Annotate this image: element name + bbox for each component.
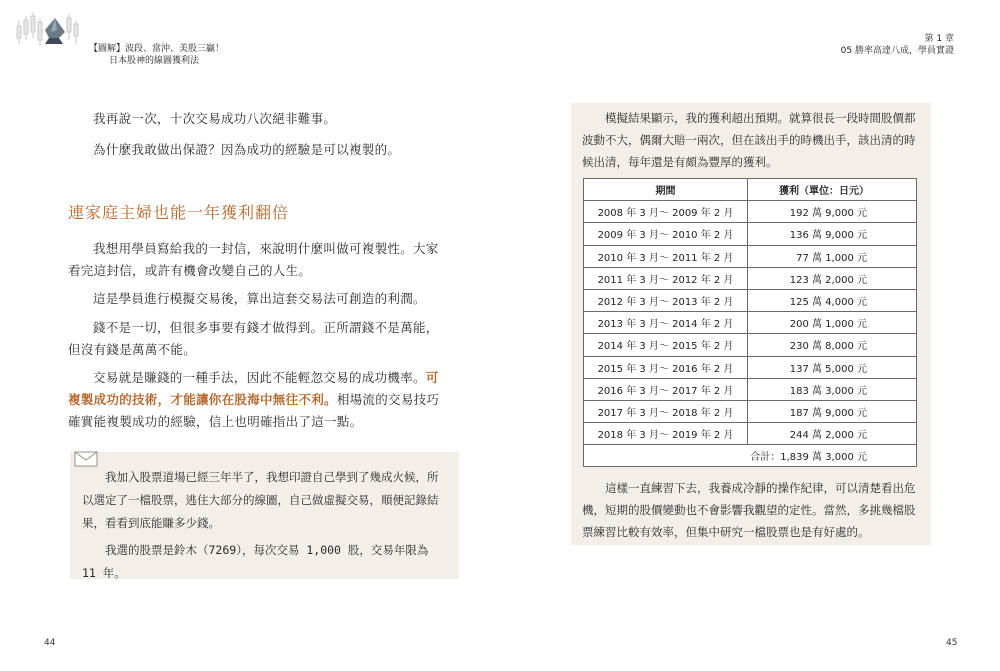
letter-continuation-box — [571, 103, 931, 545]
chapter-section: 05 勝率高達八成，學員實證 — [840, 46, 954, 56]
body-text-4-after: 相場流的交易技巧確實能複製成功的經驗，信上也明確指出了這一點。 — [68, 392, 440, 429]
profit-cell: 244 萬 2,000 元 — [748, 423, 917, 445]
period-cell: 2018 年 3 月～ 2019 年 2 月 — [584, 423, 748, 445]
period-cell: 2015 年 3 月～ 2016 年 2 月 — [584, 356, 748, 378]
letter-text — [82, 466, 447, 585]
profit-cell: 77 萬 1,000 元 — [748, 245, 917, 267]
table-row — [584, 245, 917, 267]
book-title-line2: 日本股神的線圖獲利法 — [109, 56, 200, 66]
period-cell: 2012 年 3 月～ 2013 年 2 月 — [584, 289, 748, 311]
letter-intro-text: 模擬結果顯示，我的獲利超出預期。就算很長一段時間股價都波動不大，偶爾大賠一兩次，但在該出手的時機出手，該出清的時候出清，每年還是有頗為豐厚的獲利。 — [582, 111, 916, 169]
period-cell: 2017 年 3 月～ 2018 年 2 月 — [584, 400, 748, 422]
column-header-period: 期間 — [584, 179, 748, 201]
period-cell: 2010 年 3 月～ 2011 年 2 月 — [584, 245, 748, 267]
table-row — [584, 312, 917, 334]
body-paragraph-4 — [68, 367, 440, 433]
body-paragraph-2 — [68, 288, 440, 310]
table-header-row — [584, 179, 917, 201]
profit-table — [583, 178, 917, 467]
profit-cell: 125 萬 4,000 元 — [748, 289, 917, 311]
profit-cell: 136 萬 9,000 元 — [748, 223, 917, 245]
body-text-2: 這是學員進行模擬交易後，算出這套交易法可創造的利潤。 — [93, 291, 426, 306]
profit-cell: 192 萬 9,000 元 — [748, 201, 917, 223]
intro-paragraph-2 — [68, 139, 440, 161]
table-row — [584, 289, 917, 311]
period-cell: 2011 年 3 月～ 2012 年 2 月 — [584, 267, 748, 289]
body-text-4 — [68, 367, 440, 433]
chapter-header — [841, 33, 954, 57]
profit-cell: 183 萬 3,000 元 — [748, 378, 917, 400]
body-text-1: 我想用學員寫給我的一封信，來說明什麼叫做可複製性。大家看完這封信，或許有機會改變自己的人生。 — [68, 241, 439, 278]
book-title-line1: 【圖解】波段、當沖、美股三贏！ — [89, 44, 225, 54]
table-total-row — [584, 445, 917, 467]
letter-intro — [582, 107, 922, 173]
page-number-right: 45 — [946, 638, 958, 648]
profit-cell: 230 萬 8,000 元 — [748, 334, 917, 356]
book-title — [89, 43, 224, 67]
body-paragraph-3 — [68, 317, 440, 361]
profit-cell: 200 萬 1,000 元 — [748, 312, 917, 334]
section-title: 連家庭主婦也能一年獲利翻倍 — [68, 203, 290, 222]
table-row — [584, 334, 917, 356]
table-row — [584, 201, 917, 223]
letter-paragraph-1: 我加入股票道場已經三年半了，我想印證自己學到了幾成火候，所以選定了一檔股票，逃住大部分的線圖，自己做虛擬交易，順便記錄結果，看看到底能賺多少錢。 — [82, 470, 439, 530]
period-cell: 2009 年 3 月～ 2010 年 2 月 — [584, 223, 748, 245]
letter-outro-text: 這樣一直練習下去，我養成冷靜的操作紀律，可以清楚看出危機，短期的股價變動也不會影響我觀望的定性。當然，多挑幾檔股票練習比較有效率，但集中研究一檔股票也是有好處的。 — [582, 481, 916, 539]
body-text-3: 錢不是一切，但很多事要有錢才做得到。正所謂錢不是萬能，但沒有錢是萬萬不能。 — [68, 320, 439, 357]
profit-cell: 123 萬 2,000 元 — [748, 267, 917, 289]
period-cell: 2014 年 3 月～ 2015 年 2 月 — [584, 334, 748, 356]
intro-text-2: 為什麼我敢做出保證？因為成功的經驗是可以複製的。 — [93, 142, 401, 157]
period-cell: 2016 年 3 月～ 2017 年 2 月 — [584, 378, 748, 400]
intro-text-1: 我再說一次，十次交易成功八次絕非難事。 — [93, 111, 337, 126]
table-row — [584, 356, 917, 378]
period-cell: 2013 年 3 月～ 2014 年 2 月 — [584, 312, 748, 334]
table-row — [584, 423, 917, 445]
table-row — [584, 378, 917, 400]
letter-box — [70, 452, 459, 579]
profit-cell: 187 萬 9,000 元 — [748, 400, 917, 422]
intro-paragraph-1 — [68, 108, 440, 130]
table-body — [584, 201, 917, 467]
table-row — [584, 223, 917, 245]
profit-cell: 137 萬 5,000 元 — [748, 356, 917, 378]
body-text-4-before: 交易就是賺錢的一種手法，因此不能輕忽交易的成功機率。 — [93, 370, 426, 385]
header-left — [15, 10, 225, 66]
page-number-left: 44 — [44, 638, 56, 648]
column-header-profit: 獲利（單位：日元） — [748, 179, 917, 201]
total-cell: 合計：1,839 萬 3,000 元 — [584, 445, 917, 467]
highlight-text: 可複製成功的技術，才能讓你在股海中無往不利。 — [68, 370, 439, 407]
period-cell: 2008 年 3 月～ 2009 年 2 月 — [584, 201, 748, 223]
chapter-number: 第 1 章 — [924, 34, 954, 44]
letter-paragraph-2: 我選的股票是鈴木（7269），每次交易 1,000 股，交易年限為 11 年。 — [82, 543, 429, 580]
table-row — [584, 400, 917, 422]
body-paragraph-1 — [68, 238, 440, 282]
candlestick-logo-icon — [15, 10, 85, 50]
table-row — [584, 267, 917, 289]
letter-outro — [582, 477, 922, 543]
